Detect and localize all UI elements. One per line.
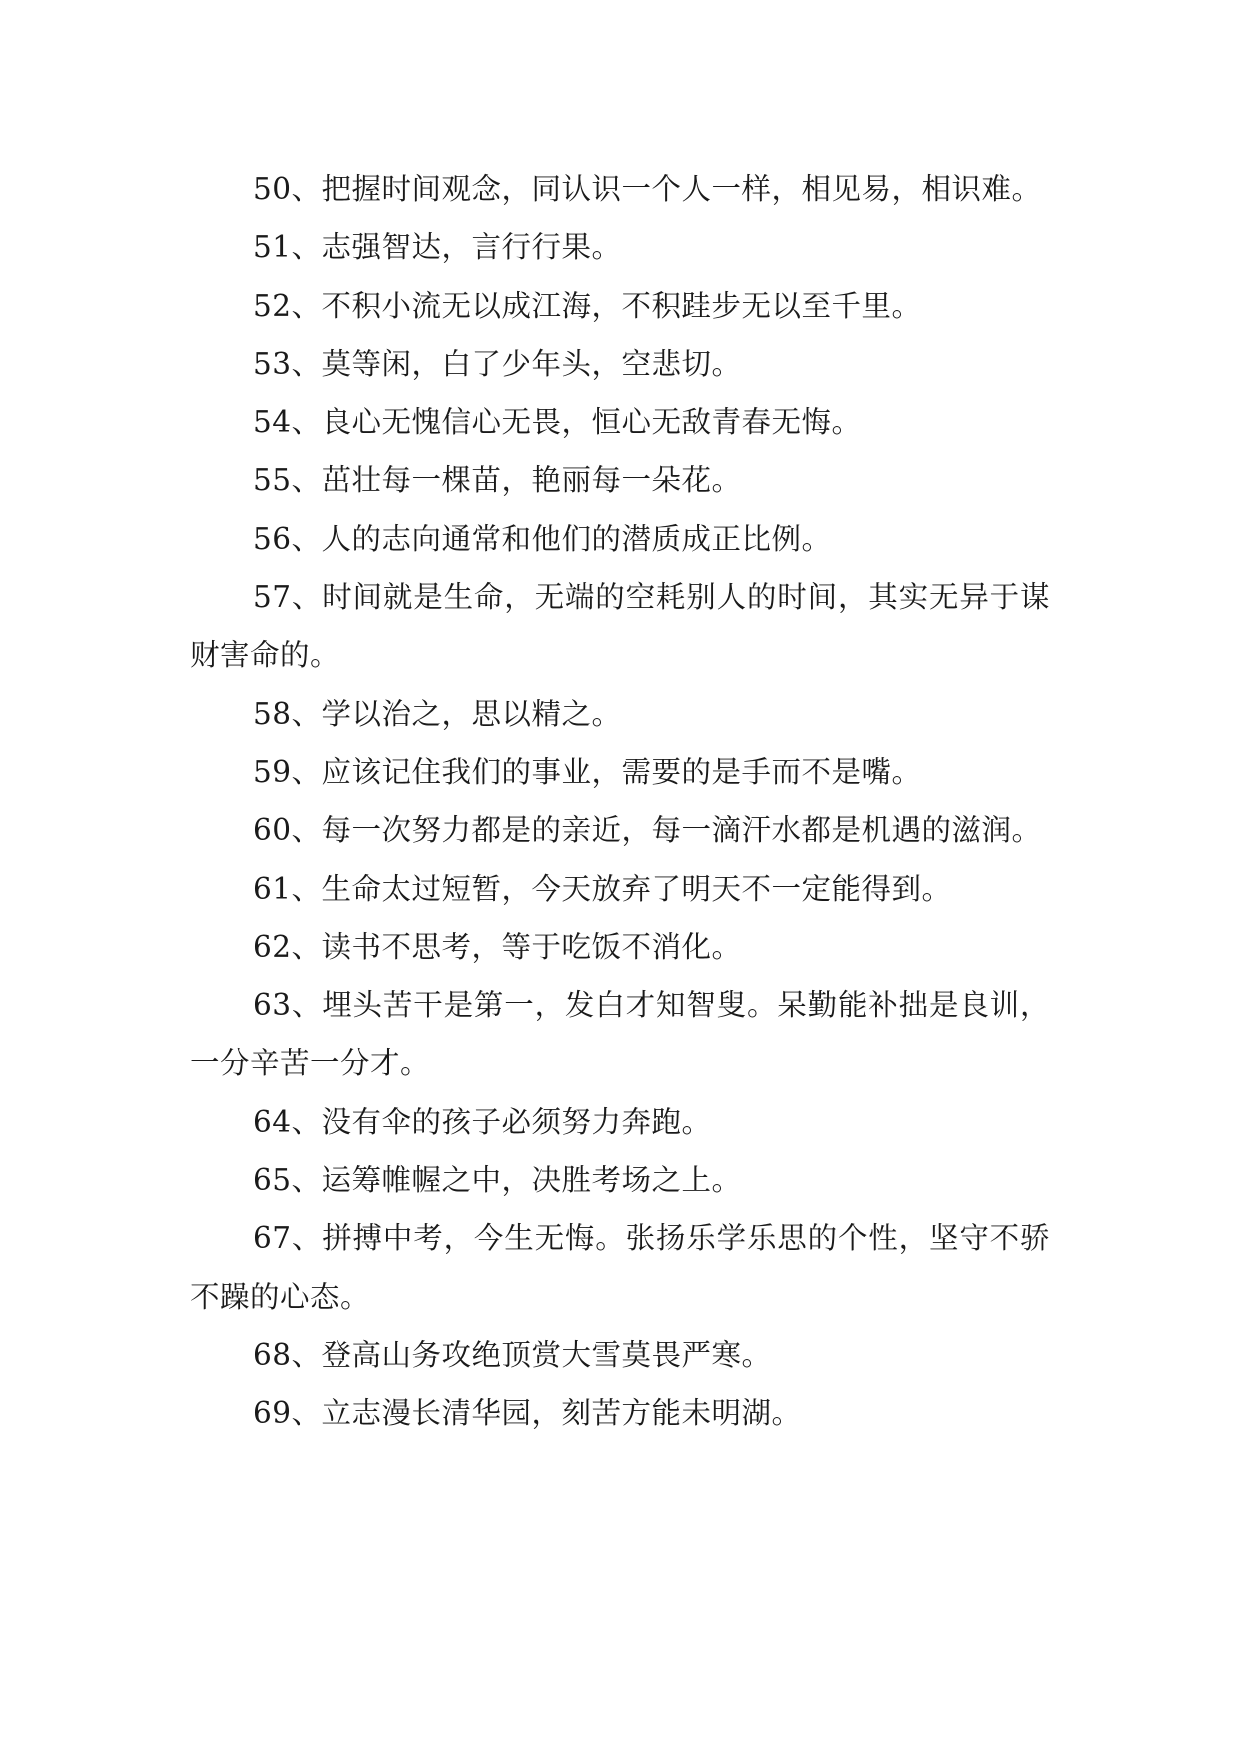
paragraph-60: 60、每一次努力都是的亲近，每一滴汗水都是机遇的滋润。: [253, 813, 1042, 848]
paragraph-55: 55、茁壮每一棵苗，艳丽每一朵花。: [253, 463, 742, 498]
paragraph-64: 64、没有伞的孩子必须努力奔跑。: [253, 1104, 712, 1139]
paragraph-59: 59、应该记住我们的事业，需要的是手而不是嘴。: [253, 754, 922, 789]
paragraph-65: 65、运筹帷幄之中，决胜考场之上。: [253, 1163, 742, 1198]
paragraph-68: 68、登高山务攻绝顶赏大雪莫畏严寒。: [253, 1337, 772, 1372]
paragraph-50: 50、把握时间观念，同认识一个人一样，相见易，相识难。: [253, 172, 1042, 206]
paragraph-62: 62、读书不思考，等于吃饭不消化。: [253, 929, 742, 964]
paragraph-67: 67、拼搏中考，今生无悔。张扬乐学乐思的个性，坚守不骄不躁的心态。: [190, 1221, 1050, 1314]
paragraph-58: 58、学以治之，思以精之。: [253, 696, 622, 731]
paragraph-52: 52、不积小流无以成江海，不积跬步无以至千里。: [253, 288, 922, 323]
paragraph-63: 63、埋头苦干是第一，发白才知智叟。呆勤能补拙是良训，一分辛苦一分才。: [190, 988, 1050, 1081]
paragraph-53: 53、莫等闲，白了少年头，空悲切。: [253, 346, 742, 381]
paragraph-61: 61、生命太过短暂，今天放弃了明天不一定能得到。: [253, 871, 952, 906]
paragraph-51: 51、志强智达，言行行果。: [253, 230, 622, 265]
paragraph-54: 54、良心无愧信心无畏，恒心无敌青春无悔。: [253, 405, 862, 440]
paragraph-57: 57、时间就是生命，无端的空耗别人的时间，其实无异于谋财害命的。: [190, 580, 1050, 673]
paragraph-56: 56、人的志向通常和他们的潜质成正比例。: [253, 521, 832, 556]
document-body: [190, 160, 1050, 1443]
paragraph-69: 69、立志漫长清华园，刻苦方能未明湖。: [253, 1396, 802, 1431]
